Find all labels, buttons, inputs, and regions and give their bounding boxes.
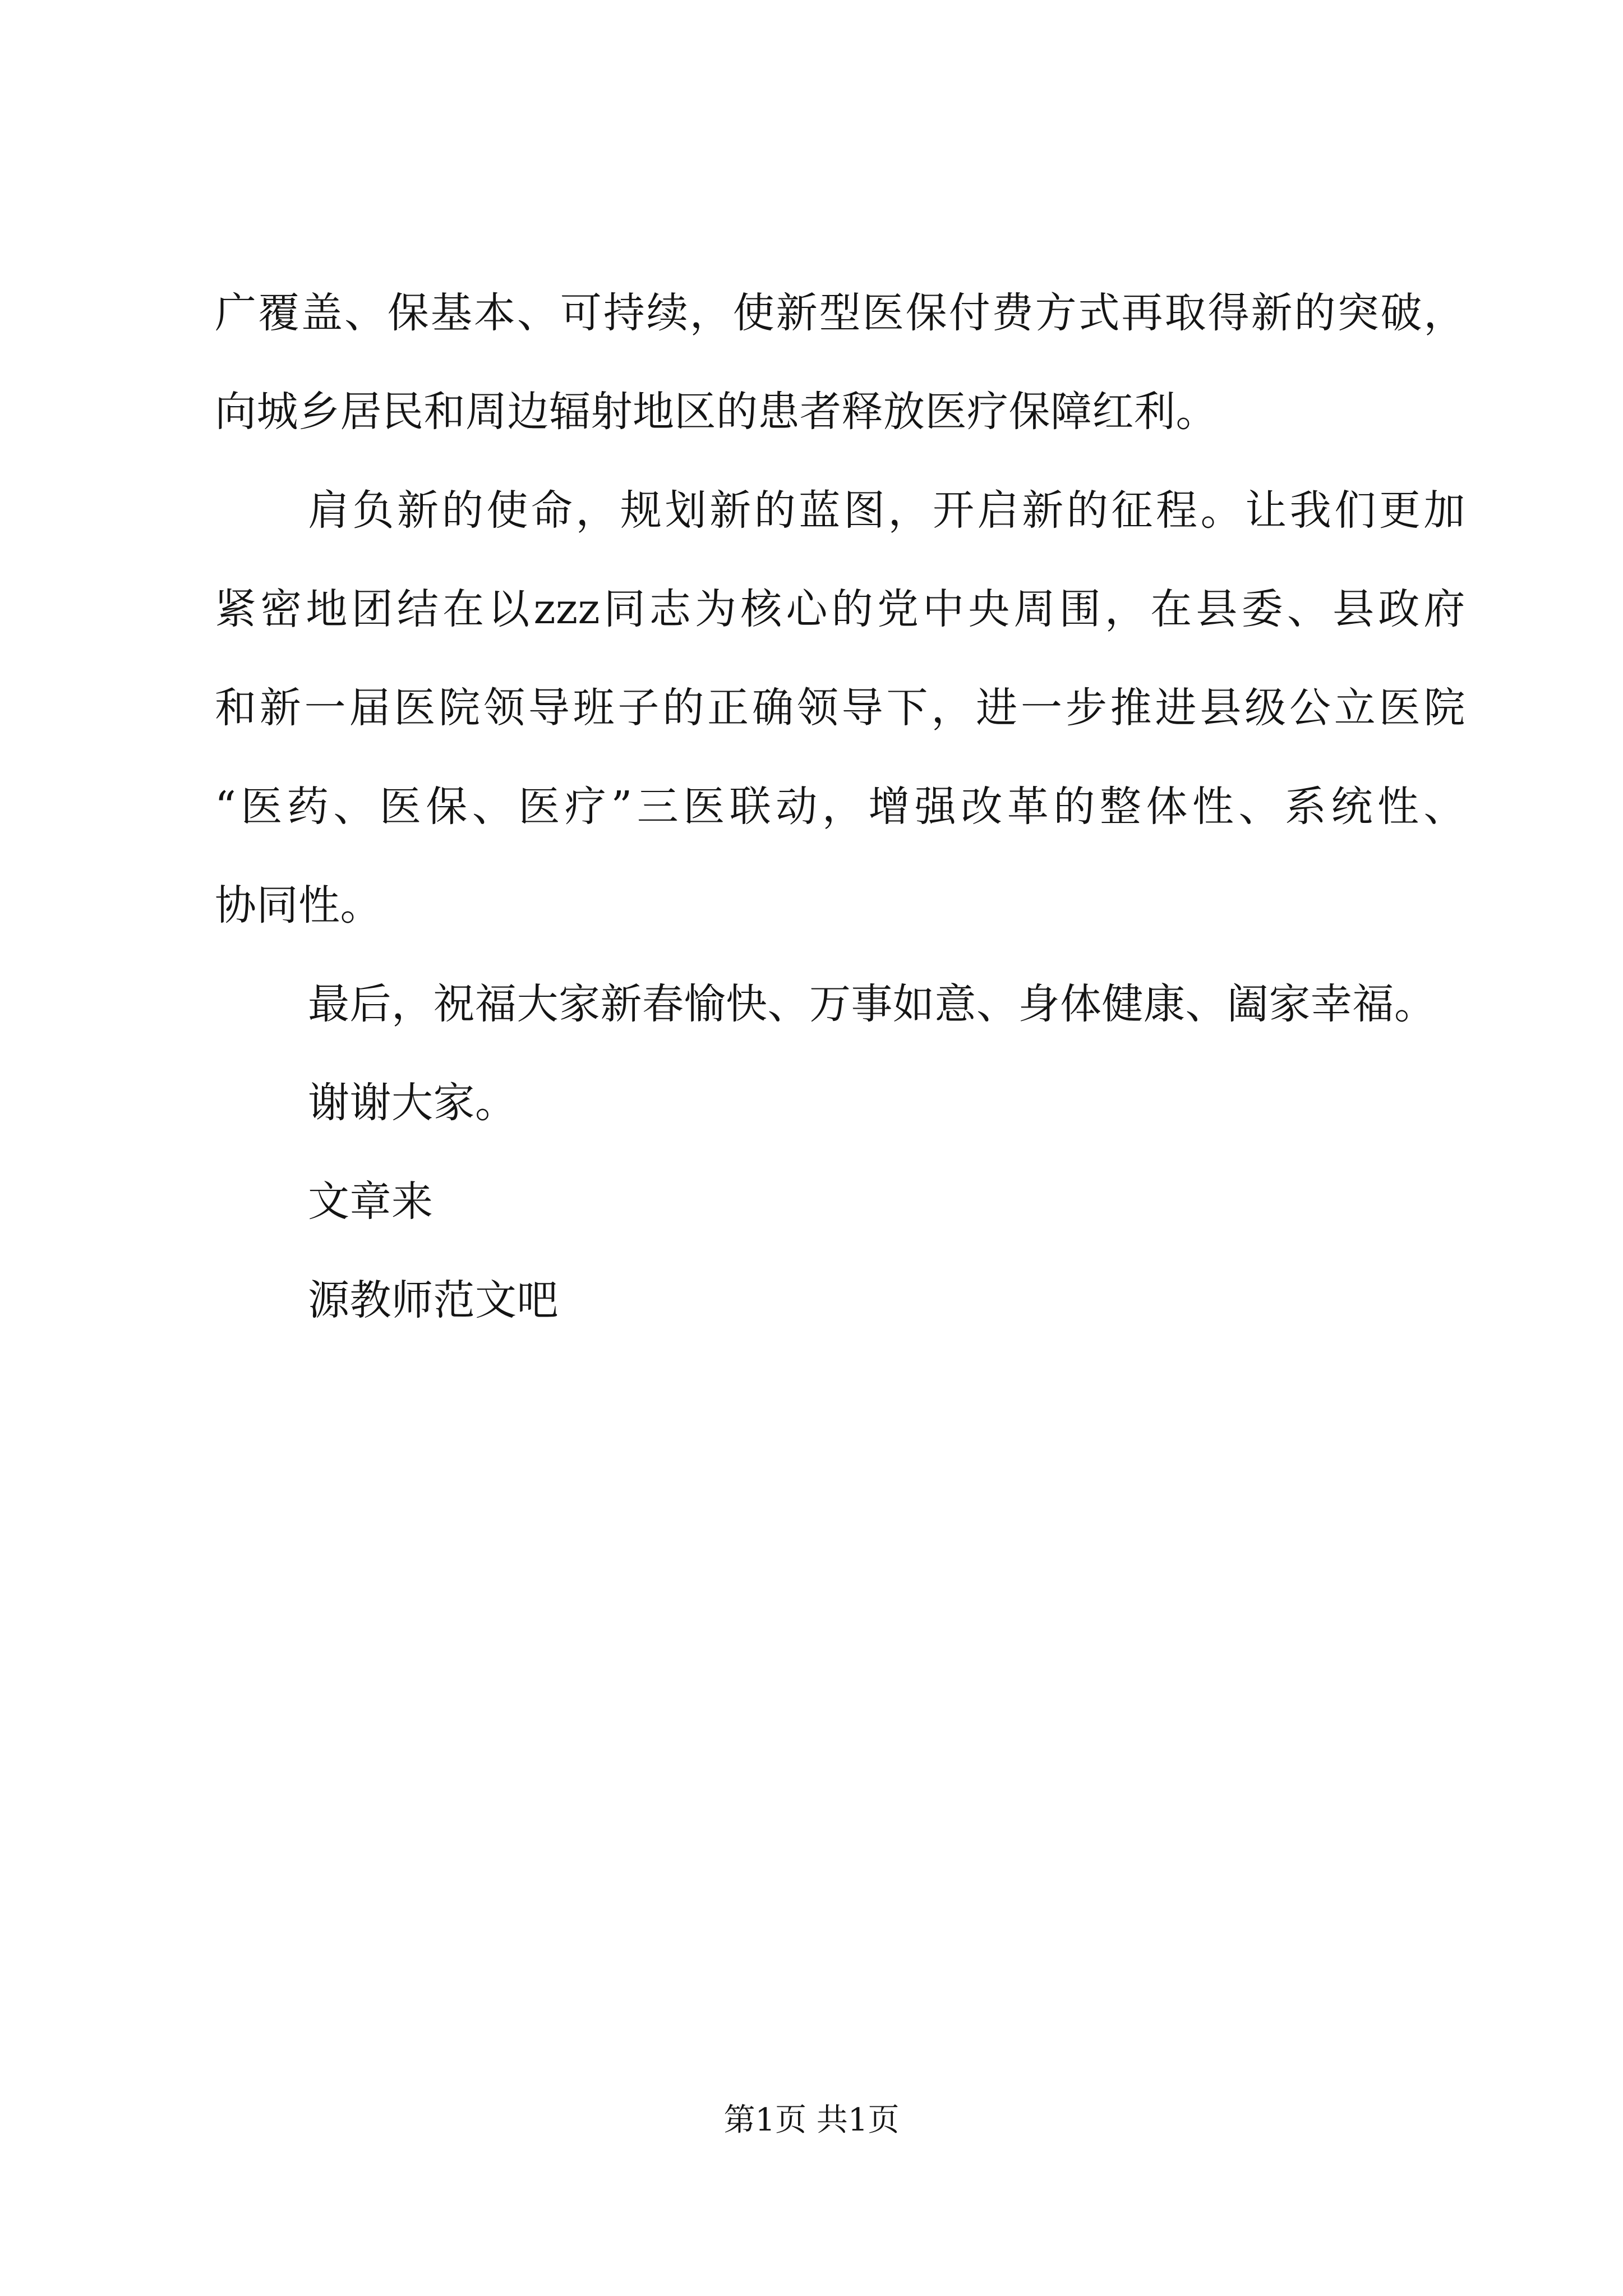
paragraph-line: 文章来	[308, 1177, 434, 1226]
paragraph-line: 紧密地团结在以zzz同志为核心的党中央周围，在县委、县政府	[215, 585, 1465, 633]
document-body	[215, 264, 1465, 1350]
paragraph-line: 向城乡居民和周边辐射地区的患者释放医疗保障红利。	[215, 388, 1218, 436]
paragraph-line: 谢谢大家。	[308, 1079, 517, 1127]
paragraph-line: 协同性。	[215, 881, 382, 930]
paragraph-line: 广覆盖、保基本、可持续，使新型医保付费方式再取得新的突破，	[215, 289, 1465, 337]
paragraph-line: 和新一届医院领导班子的正确领导下，进一步推进县级公立医院	[215, 684, 1465, 732]
paragraph-line: “医药、医保、医疗”三医联动，增强改革的整体性、系统性、	[215, 783, 1465, 831]
page-number-footer: 第1页 共1页	[723, 2102, 900, 2138]
paragraph-line: 肩负新的使命，规划新的蓝图，开启新的征程。让我们更加	[308, 486, 1465, 535]
paragraph-line: 源教师范文吧	[308, 1276, 559, 1324]
paragraph-line: 最后，祝福大家新春愉快、万事如意、身体健康、阖家幸福。	[308, 980, 1436, 1028]
